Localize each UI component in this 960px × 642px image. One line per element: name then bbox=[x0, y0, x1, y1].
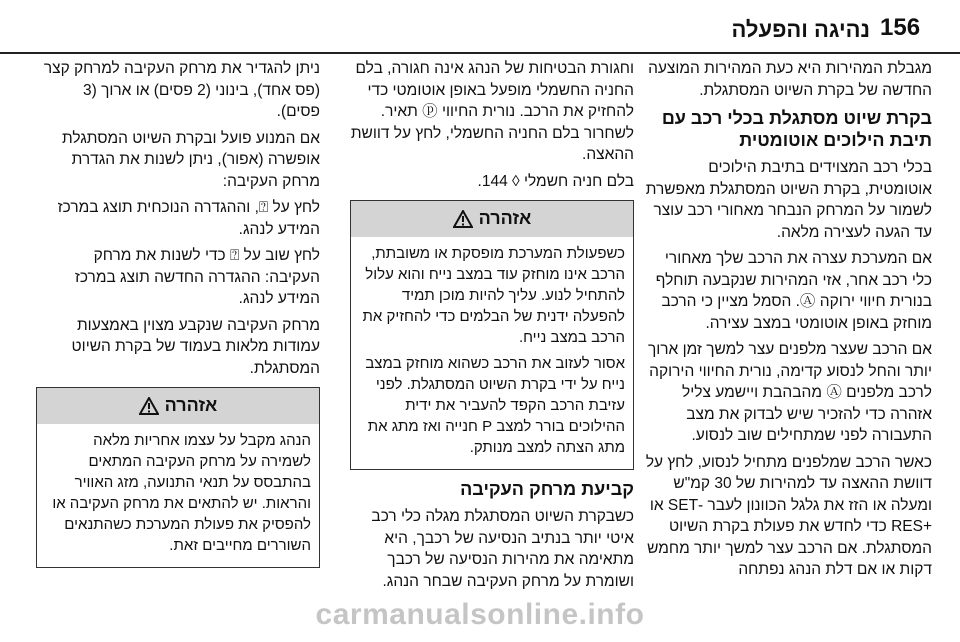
column-middle bbox=[350, 58, 634, 597]
warning-header bbox=[37, 388, 319, 424]
warning-box bbox=[36, 387, 320, 568]
paragraph: אם המנוע פועל ובקרת השיוט המסתגלת אופשרה (אפור), ניתן לשנות את הגדרת מרחק העקיבה: bbox=[61, 129, 320, 190]
paragraph: בלם חניה חשמלי ◊ 144. bbox=[477, 172, 634, 190]
warning-body bbox=[351, 237, 633, 469]
page-number: 156 bbox=[880, 14, 921, 41]
paragraph: וחגורת הבטיחות של הנהג אינה חגורה, בלם החניה החשמלי מופעל באופן אוטומטי כדי להחזיק את הרכב. נורית החיווי ⓟ תאיר. לשחרור בלם החניה החשמלי, לחץ על דוושת ההאצה. bbox=[350, 60, 634, 163]
paragraph: כאשר הרכב שמלפנים מתחיל לנסוע, לחץ על דוושת ההאצה עד למהירות של 30 קמ"ש ומעלה או הזז את גלגל הכוונון לעבר -SET או +RES כדי לחדש את פעולת בקרת השיוט המסתגלת. אם הרכב עצר למשך יותר מחמש דקות או אם דלת הנהג נפתחה bbox=[645, 453, 932, 578]
warning-text: כשפעולת המערכת מופסקת או משובתת, הרכב אינו מוחזק עוד במצב נייח והוא עלול להתחיל לנוע. עליך להיות מוכן תמיד להפעלה ידנית של הבלמים כדי להחזיק את הרכב במצב נייח. bbox=[362, 245, 625, 346]
warning-text: הנהג מקבל על עצמו אחריות מלאה לשמירה על מרחק העקיבה המתאים בהתבסס על תנאי התנועה, מזג האוויר והראות. יש להתאים את מרחק העקיבה או להפסיק את פעולת המערכת כשהתנאים השוררים מחייבים זאת. bbox=[52, 432, 311, 554]
warning-title: אזהרה bbox=[164, 395, 218, 416]
warning-text: אסור לעזוב את הרכב כשהוא מוחזק במצב נייח על ידי בקרת השיוט המסתגלת. לפני עזיבת הרכב הקפד להעביר את ידית ההילוכים בורר למצב P חנייה ואז מתג את מתג הצתה למצב מנותק. bbox=[365, 355, 625, 456]
paragraph: בכלי רכב המצוידים בתיבת הילוכים אוטומטית, בקרת השיוט המסתגלת מאפשרת לשמור על המרחק הנבחר מאחורי רכב עוצר עד הגעה לעצירה מלאה. bbox=[645, 159, 932, 241]
paragraph: מגבלת המהירות היא כעת המהירות המוצעה החדשה של בקרת השיוט המסתגלת. bbox=[648, 60, 932, 99]
warning-triangle-icon bbox=[453, 210, 473, 228]
warning-header bbox=[351, 201, 633, 237]
column-left bbox=[36, 58, 320, 576]
paragraph: כשבקרת השיוט המסתגלת מגלה כלי רכב איטי יותר בנתיב הנסיעה של רכבך, היא מתאימה את מהירות הנסיעה של רכבך ושומרת על מרחק העקיבה שבחר הנהג. bbox=[371, 508, 634, 590]
section-heading: קביעת מרחק העקיבה bbox=[460, 479, 634, 499]
column-right bbox=[644, 58, 932, 586]
section-heading: בקרת שיוט מסתגלת בכלי רכב עם תיבת הילוכים אוטומטית bbox=[661, 108, 932, 150]
page-header bbox=[0, 0, 960, 52]
warning-body bbox=[37, 424, 319, 567]
paragraph: ניתן להגדיר את מרחק העקיבה למרחק קצר (פס אחד), בינוני (2 פסים) או ארוך (3 פסים). bbox=[43, 60, 320, 120]
warning-box bbox=[350, 200, 634, 470]
paragraph: אם המערכת עצרה את הרכב שלך מאחורי כלי רכב אחר, אזי המהירות שנקבעה תוחלף בנורית חיווי ירוקה Ⓐ. הסמל מציין כי הרכב מוחזק באופן אוטומטי במצב עצירה. bbox=[655, 250, 932, 332]
header-rule bbox=[0, 52, 960, 54]
paragraph: לחץ שוב על ⍰ כדי לשנות את מרחק העקיבה: ההגדרה החדשה תוצג במרכז המידע לנהג. bbox=[74, 247, 320, 307]
paragraph: מרחק העקיבה שנקבע מצוין באמצעות עמודות מלאות בעמוד של בקרת השיוט המסתגלת. bbox=[71, 316, 320, 377]
warning-triangle-icon bbox=[139, 397, 159, 415]
paragraph: אם הרכב שעצר מלפנים עצר למשך זמן ארוך יותר והחל לנסוע קדימה, נורית החיווי הירוקה לרכב מלפנים Ⓐ מהבהבת ויישמע צליל אזהרה כדי להזכיר שיש לבדוק את מצב התעבורה לפני שמתחילים שוב לנסוע. bbox=[647, 341, 932, 444]
watermark: carmanualsonline.info bbox=[315, 598, 645, 631]
paragraph: לחץ על ⍰, וההגדרה הנוכחית תוצג במרכז המידע לנהג. bbox=[57, 199, 320, 238]
page-title: נהיגה והפעלה bbox=[731, 17, 870, 42]
warning-title: אזהרה bbox=[478, 208, 532, 229]
